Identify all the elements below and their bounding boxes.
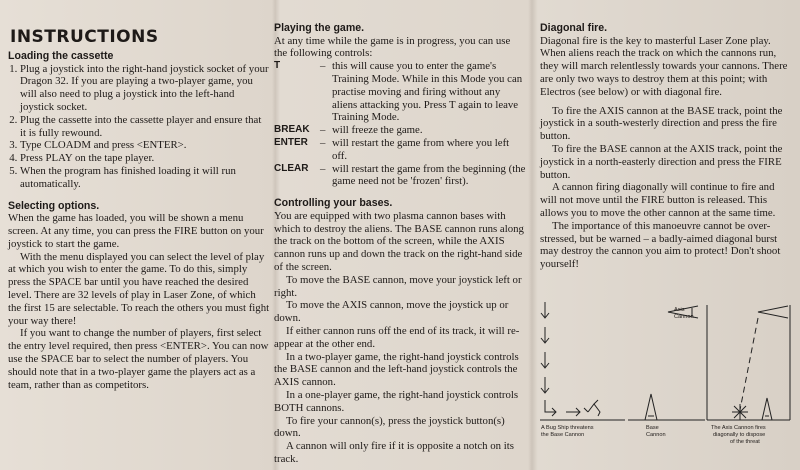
paragraph: To fire the BASE cannon at the AXIS track, point the joystick in a north-easterly direction and press the FIRE button. <box>540 142 783 181</box>
dash: – <box>320 162 326 175</box>
control-key: ENTER <box>274 136 308 148</box>
list-item: 2. Plug the cassette into the cassette player and ensure that it is fully rewound. <box>20 114 270 140</box>
paragraph: If you want to change the number of players, first select the entry level required, then press <ENTER>. You can now use the SPACE bar to select the number of players. You should note that in a two-player game the players act as a team, rather than as competitors. <box>8 327 269 391</box>
paragraph: You are equipped with two plasma cannon bases with which to destroy the aliens. The BASE cannon runs along the track on the bottom of the screen, while the AXIS cannon runs up and down the track on the right-hand side of the screen. <box>274 209 524 273</box>
diagram-caption: A Bug Ship threatens <box>541 425 594 431</box>
paragraph: When the game has loaded, you will be shown a menu screen. At any time, you can press the FIRE button on your joystick to start the game. <box>8 212 264 250</box>
playing-heading: Playing the game. <box>274 22 365 34</box>
paragraph: At any time while the game is in progress, you can use the following controls: <box>274 34 511 60</box>
column-right <box>540 0 790 470</box>
diagram-caption: diagonally to dispose <box>713 432 766 438</box>
bases-heading: Controlling your bases. <box>274 197 393 210</box>
diagram-caption: the Base Cannon <box>541 432 585 438</box>
dash: – <box>320 60 326 73</box>
diagram-caption: of the threat <box>730 439 760 445</box>
dash: – <box>320 136 326 149</box>
dash: – <box>320 124 326 137</box>
control-desc: will freeze the game. <box>332 124 423 137</box>
paragraph: With the menu displayed you can select the level of play at which you wish to enter the game. To do this, simply press the SPACE bar until you have reached the desired level. There are 32 levels of play in Laser Zone, of which the first 15 are selectable. To reach the others you must fight your way there! <box>8 250 270 327</box>
control-key: CLEAR <box>274 162 309 174</box>
control-desc: this will cause you to enter the game's Training Mode. While in this Mode you can practise moving and firing without any aliens attacking you. Press T again to leave Training Mode. <box>332 60 523 124</box>
paragraph: To move the BASE cannon, move your joystick left or right. <box>274 273 522 299</box>
control-row <box>274 163 526 189</box>
diagonal-fire-heading: Diagonal fire. <box>540 22 608 34</box>
control-key: BREAK <box>274 124 310 136</box>
control-row <box>274 137 526 163</box>
control-desc: will restart the game from the beginning (the game need not be 'frozen' first). <box>332 162 526 188</box>
paragraph: In a one-player game, the right-hand joystick controls BOTH cannons. <box>274 388 519 414</box>
loading-heading: Loading the cassette <box>8 50 114 62</box>
paragraph: The importance of this manoeuvre cannot be over-stressed, but be warned – a badly-aimed diagonal burst may destroy the cannon you aim to protect! Don't shoot yourself! <box>540 219 781 271</box>
paragraph: A cannon will only fire if it is opposite a notch on its track. <box>274 440 514 465</box>
control-row <box>274 124 526 137</box>
selecting-heading: Selecting options. <box>8 199 100 212</box>
page-title: INSTRUCTIONS <box>10 27 159 47</box>
paragraph: To move the AXIS cannon, move the joystick up or down. <box>274 299 509 325</box>
list-item: 3. Type CLOADM and press <ENTER>. <box>20 139 270 152</box>
list-item: 4. Press PLAY on the tape player. <box>20 152 270 165</box>
control-desc: will restart the game from where you left off. <box>332 136 510 162</box>
axis-label: Axis <box>674 307 685 313</box>
diagram-caption: The Axis Cannon fires <box>711 425 766 431</box>
diagram-caption: Base <box>646 425 659 431</box>
paragraph: To fire the AXIS cannon at the BASE track, point the joystick in a south-westerly direction and press the fire button. <box>540 104 783 143</box>
column-left <box>8 0 270 470</box>
control-key: T <box>274 60 281 72</box>
paragraph: To fire your cannon(s), press the joystick button(s) down. <box>274 414 505 440</box>
paragraph: In a two-player game, the right-hand joystick controls the BASE cannon and the left-hand joystick controls the AXIS cannon. <box>274 350 519 389</box>
loading-steps-list <box>8 63 270 191</box>
list-item: 5. When the program has finished loading it will run automatically. <box>20 165 270 191</box>
axis-label: Cannon <box>674 314 694 320</box>
list-item: 1. Plug a joystick into the right-hand joystick socket of your Dragon 32. If you are playing a two-player game, you will also need to plug a joystick into the left-hand joystick socket. <box>20 63 270 114</box>
control-row <box>274 60 526 124</box>
paragraph: Diagonal fire is the key to masterful Laser Zone play. When aliens reach the track on which the cannons run, they will march relentlessly towards your cannons. There are only two ways to destroy them at this point; with Electros (see below) or with diagonal fire. <box>540 34 788 98</box>
paragraph: A cannon firing diagonally will continue to fire and will not move until the FIRE button is released. This allows you to move the other cannon at the same time. <box>540 181 776 219</box>
diagram-caption: Cannon <box>646 432 666 438</box>
paragraph: If either cannon runs off the end of its track, it will re-appear at the other end. <box>274 324 520 350</box>
column-middle <box>274 0 526 470</box>
